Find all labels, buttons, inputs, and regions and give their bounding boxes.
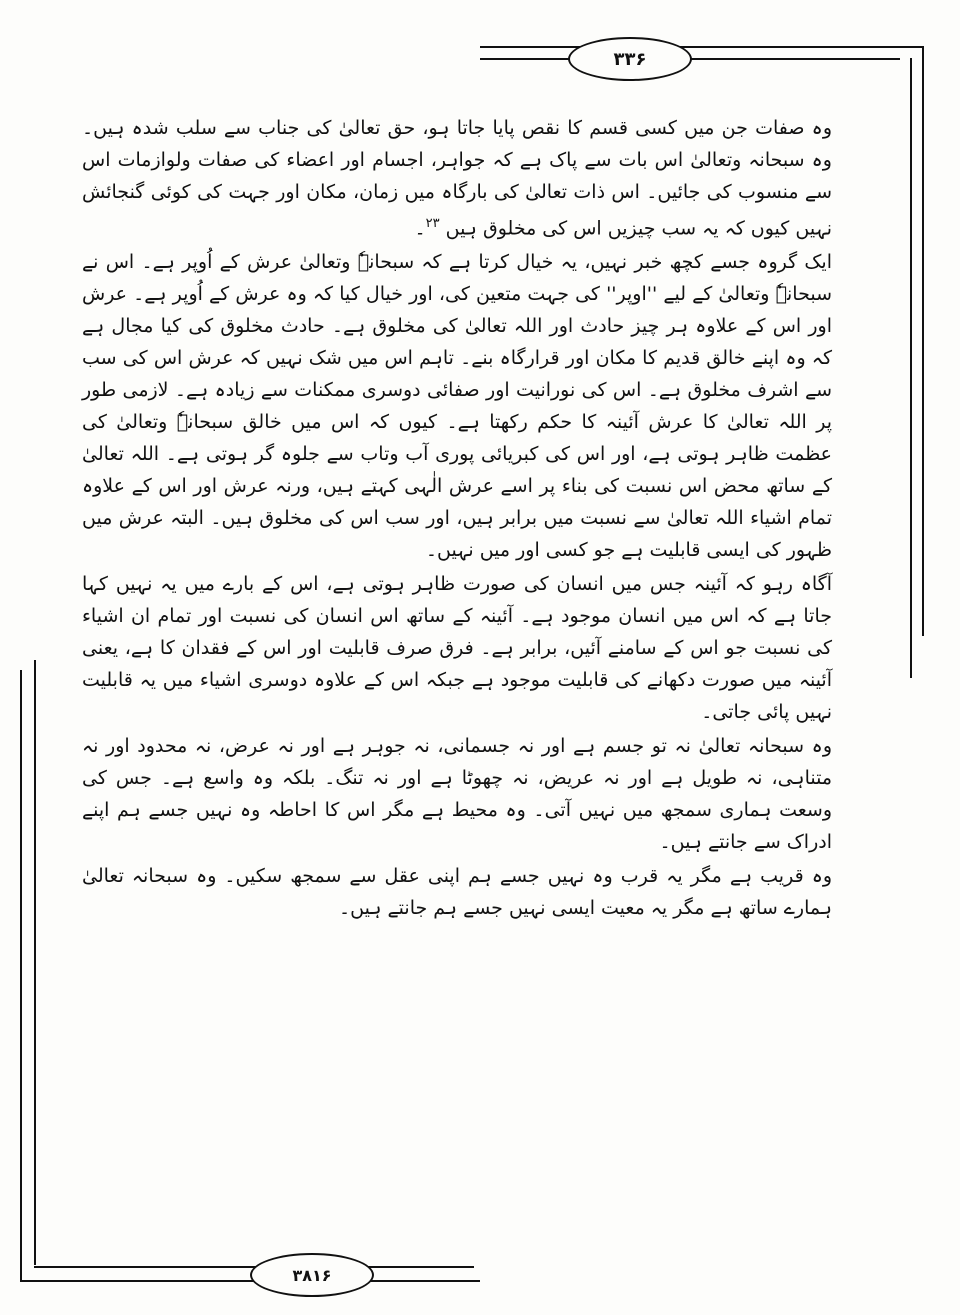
top-page-number-oval: [568, 37, 692, 81]
top-page-number: ۳۳۶: [613, 48, 647, 70]
paragraph-4: [82, 730, 832, 858]
paragraph-4-text: وہ سبحانہ تعالیٰ نہ تو جسم ہے اور نہ جسمانی، نہ جوہر ہے اور نہ عرض، نہ محدود اور نہ متناہی، نہ طویل ہے اور نہ عریض، نہ چھوٹا ہے اور نہ تنگ۔ بلکہ وہ واسع ہے۔ جس کی وسعت ہماری سمجھ میں نہیں آتی۔ وہ محیط ہے مگر اس کا احاطہ وہ نہیں جسے ہم اپنے ادراک سے جانتے ہیں۔: [82, 735, 832, 854]
frame-left-line-inner: [34, 660, 36, 1265]
frame-left-line-outer: [20, 670, 22, 1280]
page-body: [82, 112, 832, 926]
paragraph-1: وہ صفات جن میں کسی قسم کا نقص پایا جاتا ہو، حق تعالیٰ کی جناب سے سلب شدہ ہیں۔ وہ سبحانہ وتعالیٰ اس بات سے پاک ہے کہ جواہر، اجسام اور اعضاء کی صفات ولوازمات اس سے منسوب کی جائیں۔ اس ذات تعالیٰ کی بارگاہ میں زمان، مکان اور جہت کی کوئی گنجائش نہیں کیوں کہ یہ سب چیزیں اس کی مخلوق ہیں $^{۲۳}$۔: [82, 117, 832, 240]
frame-top-line-outer: [480, 46, 910, 48]
frame-right-line-inner: [910, 58, 912, 678]
paragraph-3: [82, 568, 832, 728]
frame-top-right-corner-h: [910, 46, 924, 48]
paragraph-5: [82, 860, 832, 924]
paragraph-5-text: وہ قریب ہے مگر یہ قرب وہ نہیں جسے ہم اپنی عقل سے سمجھ سکیں۔ وہ سبحانہ تعالیٰ ہمارے ساتھ ہے مگر یہ معیت ایسی نہیں جسے ہم جانتے ہیں۔: [82, 865, 833, 920]
footnote-reference: ۲۳: [425, 216, 440, 231]
paragraph-3-text: آگاہ رہو کہ آئینہ جس میں انسان کی صورت ظاہر ہوتی ہے، اس کے بارے میں یہ نہیں کہا جاتا ہے کہ اس میں انسان موجود ہے۔ آئینہ کے ساتھ اس انسان کی نسبت اور تمام ان اشیاء کی نسبت جو اس کے سامنے آئیں، برابر ہے۔ فرق صرف قابلیت اور اس کے فقدان کا ہے، یعنی آئینہ میں صورت دکھانے کی قابلیت موجود ہے جبکہ اس کے علاوہ دوسری اشیاء میں یہ قابلیت نہیں پائی جاتی۔: [82, 573, 832, 724]
paragraph-1-text: وہ صفات جن میں کسی قسم کا نقص پایا جاتا ہو، حق تعالیٰ کی جناب سے سلب شدہ ہیں۔ وہ سبحانہ وتعالیٰ اس بات سے پاک ہے کہ جواہر، اجسام اور اعضاء کی صفات ولوازمات اس سے منسوب کی جائیں۔ اس ذات تعالیٰ کی بارگاہ میں زمان، مکان اور جہت کی کوئی گنجائش نہیں کیوں کہ یہ سب چیزیں اس کی مخلوق ہیں: [82, 117, 832, 240]
bottom-page-number: ۳۸۱۶: [292, 1265, 332, 1285]
frame-bottom-line-outer: [20, 1280, 480, 1282]
paragraph-2-text: ایک گروہ جسے کچھ خبر نہیں، یہ خیال کرتا ہے کہ سبحانہٗ وتعالیٰ عرش کے اُوپر ہے۔ اس نے سبحانہٗ وتعالیٰ کے لیے ''اوپر'' کی جہت متعین کی، اور خیال کیا کہ وہ عرش کے اُوپر ہے۔ عرش اور اس کے علاوہ ہر چیز حادث اور اللہ تعالیٰ کی مخلوق ہے۔ حادث مخلوق کی کیا مجال ہے کہ وہ اپنے خالق قدیم کا مکان اور قرارگاہ بنے۔ تاہم اس میں شک نہیں کہ عرش اس کی سب سے اشرف مخلوق ہے۔ اس کی نورانیت اور صفائی دوسری ممکنات سے زیادہ ہے۔ لازمی طور پر اللہ تعالیٰ کا عرش آئینہ کا حکم رکھتا ہے۔ کیوں کہ اس میں خالق سبحانہٗ وتعالیٰ کی عظمت ظاہر ہوتی ہے، اور اس کی کبریائی پوری آب وتاب سے جلوہ گر ہوتی ہے۔ اللہ تعالیٰ کے ساتھ محض اس نسبت کی بناء پر اسے عرش الٰہی کہتے ہیں، ورنہ عرش اور اس کے علاوہ تمام اشیاء اللہ تعالیٰ سے نسبت میں برابر ہیں، اور سب اس کی مخلوق ہیں۔ البتہ عرش میں ظہور کی ایسی قابلیت ہے جو کسی اور میں نہیں۔: [82, 251, 832, 562]
frame-right-line-outer: [922, 46, 924, 636]
paragraph-2: [82, 246, 832, 566]
bottom-page-number-oval: [250, 1253, 374, 1297]
